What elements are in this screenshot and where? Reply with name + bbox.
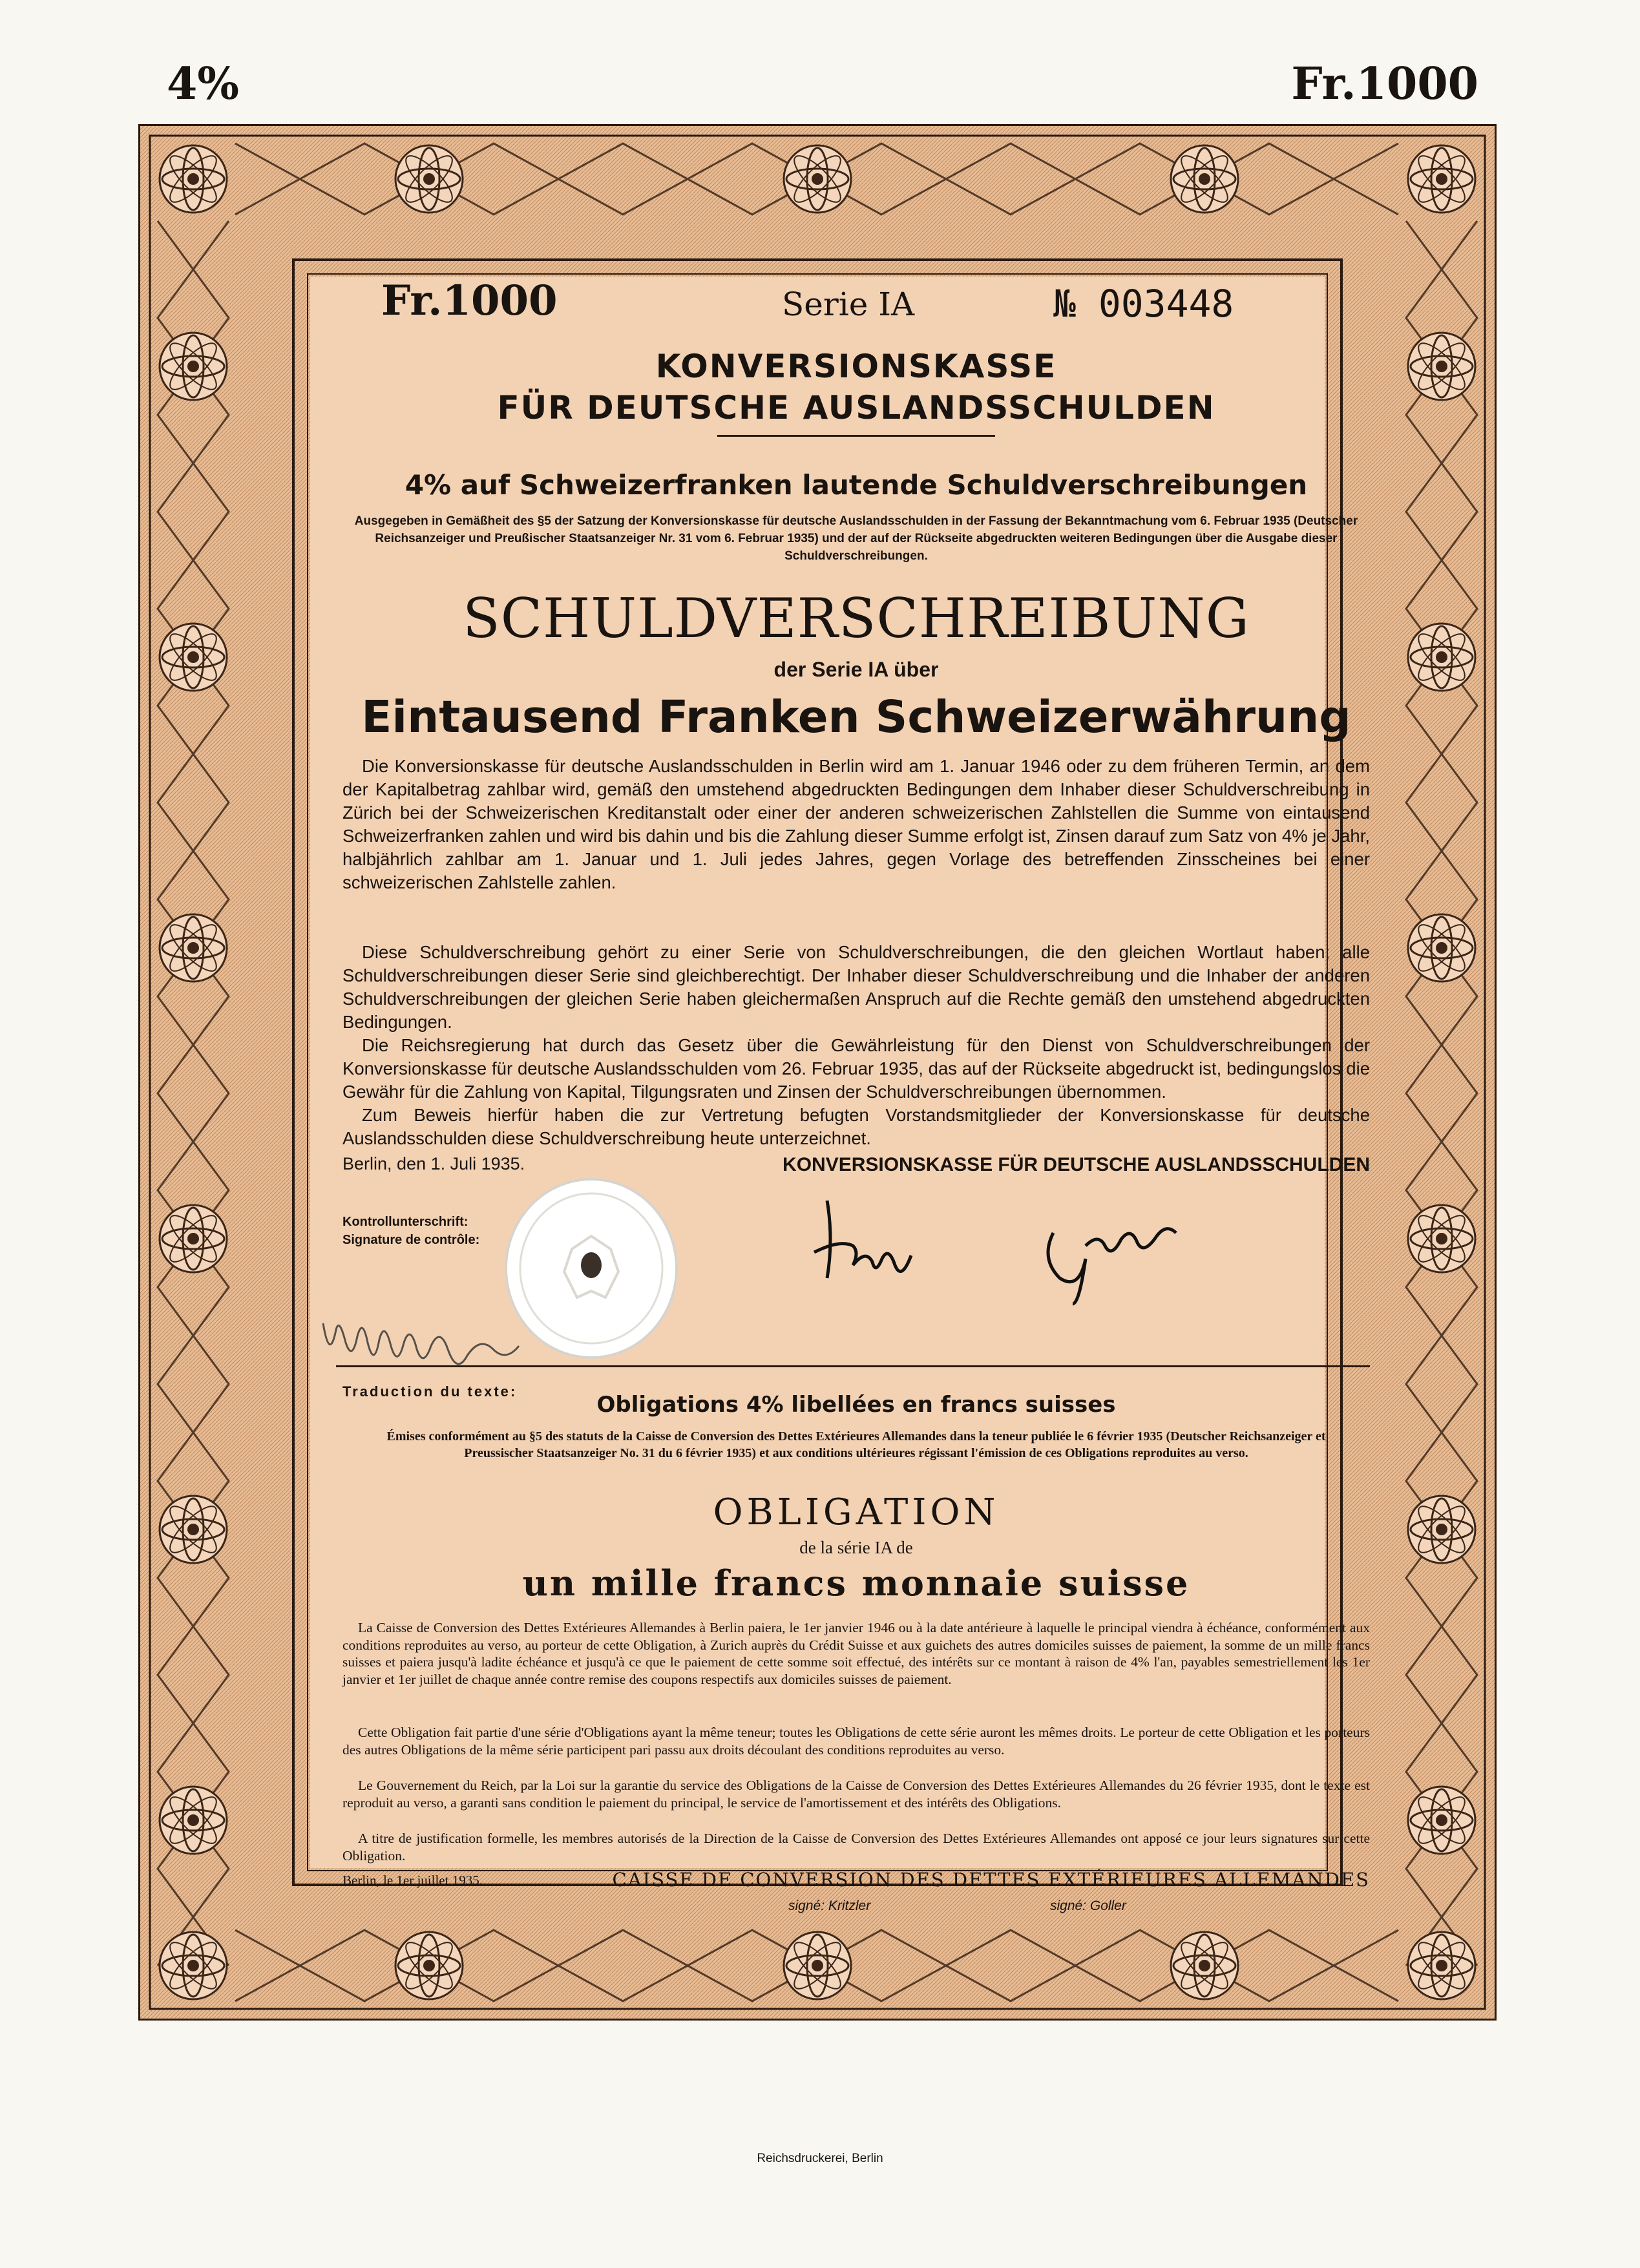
amount-heading: Eintausend Franken Schweizerwährung <box>361 691 1351 743</box>
french-place-date: Berlin, le 1er juillet 1935. <box>342 1873 483 1888</box>
interest-rate-label: 4% <box>167 58 239 110</box>
french-series-line: de la série IA de <box>799 1538 913 1557</box>
german-place-date: Berlin, den 1. Juli 1935. <box>342 1154 525 1173</box>
french-issuance-note: Émises conformément au §5 des statuts de la Caisse de Conversion des Dettes Extérieures Allemandes dans la teneur publiée le 6 février 1935 (Deutscher Reichsanzeiger et Preussischer Staatsanzeiger No. 31 du 6 février 1935) et aux conditions ultérieures régissant l'émission de ces Obligations reproduites au verso. <box>386 1429 1326 1460</box>
french-title: OBLIGATION <box>713 1491 1000 1533</box>
issuer-name-line2: FÜR DEUTSCHE AUSLANDSSCHULDEN <box>497 389 1215 426</box>
bond-subtitle: 4% auf Schweizerfranken lautende Schuldverschreibungen <box>405 469 1308 501</box>
translation-label: Traduction du texte: <box>342 1383 518 1400</box>
signed-goller: signé: Goller <box>1050 1898 1126 1913</box>
document-title: SCHULDVERSCHREIBUNG <box>463 587 1250 650</box>
german-paragraph-4: Zum Beweis hierfür haben die zur Vertretung befugten Vorstandsmitglieder der Konversionskasse für deutsche Auslandsschulden diese Schuldverschreibung heute unterzeichnet. <box>342 1105 1370 1148</box>
section-divider <box>336 1365 1370 1367</box>
control-label-de: Kontrollunterschrift: <box>342 1215 468 1229</box>
printer-imprint: Reichsdruckerei, Berlin <box>757 2152 883 2165</box>
series-label: Serie IA <box>782 286 915 323</box>
german-signatory: KONVERSIONSKASSE FÜR DEUTSCHE AUSLANDSSCHULDEN <box>783 1154 1370 1175</box>
german-paragraph-1: Die Konversionskasse für deutsche Auslandsschulden in Berlin wird am 1. Januar 1946 oder zu dem früheren Termin, an dem der Kapitalbetrag zahlbar wird, gemäß den umstehend abgedruckten Bedingungen dem Inhaber dieser Schuldverschreibung in Zürich bei der Schweizerischen Kreditanstalt oder einer der anderen schweizerischen Zahlstellen die Summe von eintausend Schweizerfranken zahlen und wird bis dahin und bis die Zahlung dieser Summe erfolgt ist, Zinsen darauf zum Satz von 4% je Jahr, halbjährlich zahlbar am 1. Januar und 1. Juli jedes Jahres, gegen Vorlage des betreffenden Zinsscheines bei einer schweizerischen Zahlstelle zahlen. <box>342 756 1370 892</box>
signature-kritzler <box>801 1194 930 1297</box>
divider <box>717 435 995 437</box>
french-amount-heading: un mille francs monnaie suisse <box>522 1562 1190 1604</box>
french-signatory: CAISSE DE CONVERSION DES DETTES EXTÉRIEURES ALLEMANDES <box>612 1869 1370 1891</box>
german-paragraph-2: Diese Schuldverschreibung gehört zu einer Serie von Schuldverschreibungen, die den gleichen Wortlaut haben; alle Schuldverschreibungen dieser Serie sind gleichberechtigt. Der Inhaber dieser Schuldverschreibung und die Inhaber der anderen Schuldverschreibungen der gleichen Serie haben gleichermaßen Anspruch auf die Rechte gemäß den umstehend abgedruckten Bedingungen. <box>342 942 1370 1032</box>
french-paragraph-3: Le Gouvernement du Reich, par la Loi sur la garantie du service des Obligations de la Caisse de Conversion des Dettes Extérieures Allemandes du 26 février 1935, dont le texte est reproduit au verso, a garanti sans condition le paiement du principal, le service de l'amortissement et des intérêts des Obligations. <box>342 1778 1370 1811</box>
french-paragraph-4: A titre de justification formelle, les membres autorisés de la Direction de la Caisse de Conversion des Dettes Extérieures Allemandes ont apposé ce jour leurs signatures sur cette Obligation. <box>342 1831 1370 1864</box>
french-paragraph-1: La Caisse de Conversion des Dettes Extérieures Allemandes à Berlin paiera, le 1er janvier 1946 ou à la date antérieure à laquelle le principal viendra à échéance, conformément aux conditions reproduites au verso, au porteur de cette Obligation, à Zurich auprès du Crédit Suisse et aux guichets des autres domiciles suisses de paiement, la somme de un mille francs suisses et paiera jusqu'à ladite échéance et jusqu'à ce que le paiement de cette somme soit effectué, des intérêts sur ce montant à raison de 4% l'an, payables semestriellement les 1er janvier et 1er juillet de chaque année contre remise des coupons respectifs aux domiciles suisses de paiement. <box>342 1620 1370 1687</box>
control-signature <box>317 1297 588 1375</box>
series-line: der Serie IA über <box>773 658 939 681</box>
panel-denomination: Fr.1000 <box>381 277 558 325</box>
french-paragraph-2: Cette Obligation fait partie d'une série d'Obligations ayant la même teneur; toutes les Obligations de cette série auront les mêmes droits. Le porteur de cette Obligation et les porteurs des autres Obligations de la même série participent pari passu aux droits découlant des conditions reproduites au verso. <box>342 1725 1370 1758</box>
german-paragraph-3: Die Reichsregierung hat durch das Gesetz über die Gewährleistung für den Dienst von Schuldverschreibungen der Konversionskasse für deutsche Auslandsschulden vom 26. Februar 1935, das auf der Rückseite abgedruckt ist, bedingungslos die Gewähr für die Zahlung von Kapital, Tilgungsraten und Zinsen der Schuldverschreibungen übernommen. <box>342 1035 1370 1102</box>
denomination-label: Fr.1000 <box>1291 58 1478 110</box>
certificate-panel <box>342 277 1370 1944</box>
issuance-note: Ausgegeben in Gemäßheit des §5 der Satzung der Konversionskasse für deutsche Auslandsschulden in der Fassung der Bekanntmachung vom 6. Februar 1935 (Deutscher Reichsanzeiger und Preußischer Staatsanzeiger Nr. 31 vom 6. Februar 1935) und der auf der Rückseite abgedruckten weiteren Bedingungen über die Ausgabe dieser Schuldverschreibungen. <box>354 514 1358 563</box>
french-subtitle: Obligations 4% libellées en francs suisses <box>596 1392 1116 1418</box>
issuer-name-line1: KONVERSIONSKASSE <box>655 348 1057 385</box>
control-label-fr: Signature de contrôle: <box>342 1233 480 1247</box>
signature-goller <box>1034 1207 1202 1310</box>
signed-kritzler: signé: Kritzler <box>788 1898 871 1913</box>
serial-number: № 003448 <box>1053 282 1234 326</box>
